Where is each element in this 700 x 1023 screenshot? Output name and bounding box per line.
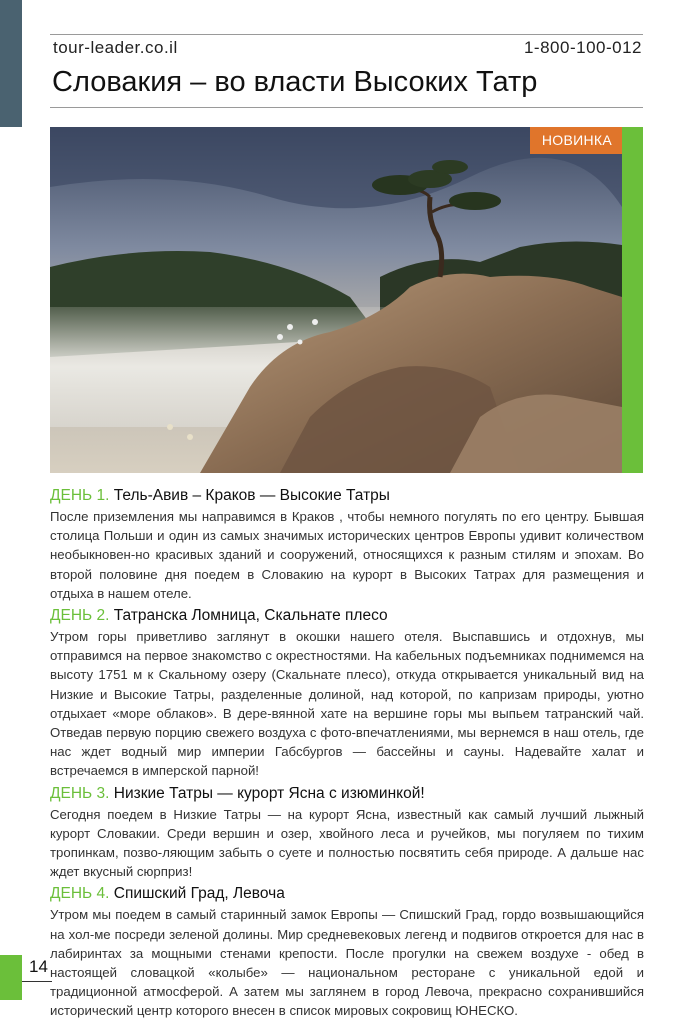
- day-label: ДЕНЬ 4.: [50, 885, 110, 903]
- day-label: ДЕНЬ 3.: [50, 784, 110, 802]
- day-heading: [50, 783, 644, 805]
- day-title: Татранска Ломница, Скальнате плесо: [113, 607, 388, 625]
- day-label: ДЕНЬ 1.: [50, 487, 110, 504]
- header-rule-bottom: [50, 107, 643, 108]
- day-description: Утром мы поедем в самый старинный замок Европы — Спишский Град, гордо возвышающийся на хол-ме посреди зеленой долины. Мир средневековых легенд и подвигов откроется для нас в лабиринтах за мощными стенами крепости. После прогулки на свежем воздухе - обед в настоящей словацкой «колыбе» — национальном ресторане с уникальной едой и традиционной атмосферой. А затем мы заглянем в город Левоча, прекрасно сохранившийся исторический центр которого внесен в список мировых сокровищ ЮНЕСКО.: [50, 907, 644, 1019]
- day-title: Спишский Град, Левоча: [113, 885, 285, 903]
- day-section: [50, 883, 644, 1020]
- phone-number: 1-800-100-012: [523, 38, 642, 57]
- footer-rule: [22, 981, 52, 982]
- day-title: Низкие Татры — курорт Ясна с изюминкой!: [113, 784, 425, 802]
- itinerary: [50, 485, 644, 1023]
- day-heading: [50, 485, 644, 507]
- landscape-photo: [50, 127, 622, 473]
- day-section: [50, 605, 644, 781]
- site-link[interactable]: tour-leader.co.il: [53, 38, 178, 57]
- photo-accent-strip: [622, 127, 643, 473]
- day-description: После приземления мы направимся в Краков , чтобы немного погулять по его центру. Бывшая столица Польши и один из самых значимых исторических центров Европы удивит количеством необыкновен-но красивых зданий и сооружений, относящихся к разным стилям и эпохам. Во второй половине дня поедем в Словакию на курорт в Высоких Татрах для размещения и отдыха в нашем отеле.: [50, 509, 644, 601]
- day-title: Тель-Авив – Краков — Высокие Татры: [113, 487, 390, 504]
- day-description: Сегодня поедем в Низкие Татры — на курорт Ясна, известный как самый лучший лыжный курорт Словакии. Среди вершин и озер, хвойного леса и ручейков, мы погуляем по тихим тропинкам, позво-ляющим забыть о суете и полностью посвятить себя природе. А дальше нас ждет вкусный сюрприз!: [50, 806, 644, 880]
- day-description: Утром горы приветливо заглянут в окошки нашего отеля. Выспавшись и отдохнув, мы отправимся на первое знакомство с окрестностями. На кабельных подъемниках поднимемся на высоту 1751 м к Скальному озеру (Скальнате плесо), откуда открывается уникальный вид на Низкие и Высокие Татры, разделенные долиной, над которой, по капризам природы, уютно отдыхает «море облаков». В дере-вянной хате на вершине горы мы выпьем татранский чай. Отведав первую порцию свежего воздуха с фото-впечатлениями, мы вернемся в наш отель, где нас ждет водный мир империи Габсбургов — бассейны и сауны. Надевайте халат и встречаемся в имперской парной!: [50, 629, 644, 779]
- day-heading: [50, 605, 644, 627]
- new-badge: НОВИНКА: [530, 127, 622, 154]
- header-rule-top: [50, 34, 643, 35]
- page-number: 14: [29, 957, 48, 976]
- side-accent-bar-top: [0, 0, 22, 127]
- side-accent-bar-bottom: [0, 955, 22, 1000]
- mountain-landscape-photo-icon: [50, 127, 622, 473]
- page-title: Словакия – во власти Высоких Татр: [52, 66, 538, 98]
- day-label: ДЕНЬ 2.: [50, 607, 110, 625]
- day-section: [50, 485, 644, 603]
- day-section: [50, 783, 644, 882]
- day-heading: [50, 883, 644, 905]
